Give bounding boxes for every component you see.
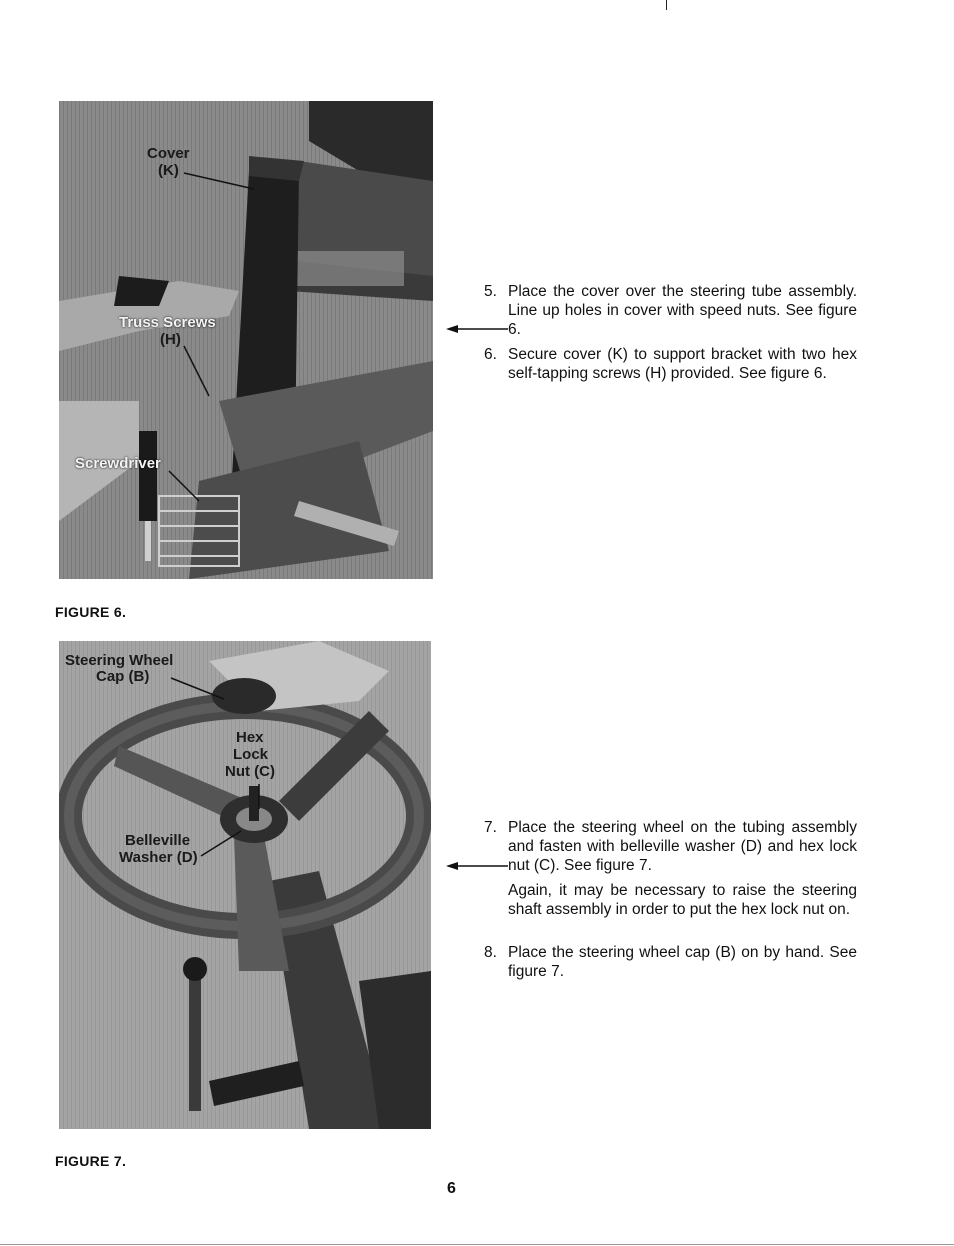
- step-number: 5.: [484, 283, 497, 300]
- step-text: Secure cover (K) to support bracket with two hex self-tapping screws (H) provided. See figure 6.: [508, 346, 857, 382]
- step-7-note: [484, 881, 857, 919]
- step-number: 6.: [484, 346, 497, 363]
- figure-6-illustration: [59, 101, 433, 579]
- step-5: [484, 282, 857, 339]
- label-truss-screws: Truss Screws: [119, 314, 216, 331]
- step-number: 7.: [484, 819, 497, 836]
- step-text: Place the steering wheel on the tubing assembly and fasten with belleville washer (D) and hex lock nut (C). See figure 7.: [508, 819, 857, 874]
- bottom-edge-rule: [0, 1244, 954, 1245]
- step-text: Place the steering wheel cap (B) on by hand. See figure 7.: [508, 944, 857, 980]
- step-8: [484, 943, 857, 981]
- figure-6-photo: [59, 101, 433, 579]
- figure-7-illustration: [59, 641, 431, 1129]
- margin-arrow-left-icon: [446, 860, 508, 872]
- label-cover: Cover: [147, 145, 190, 162]
- label-cap-b: Cap (B): [96, 668, 150, 685]
- label-cover-k: (K): [158, 162, 179, 179]
- figure-7-caption: FIGURE 7.: [55, 1153, 127, 1169]
- page-number: 6: [447, 1180, 456, 1197]
- figure-6-caption: FIGURE 6.: [55, 604, 127, 620]
- step-text: Again, it may be necessary to raise the steering shaft assembly in order to put the hex lock nut on.: [508, 882, 857, 918]
- label-belleville: Belleville: [125, 832, 191, 849]
- label-screwdriver: Screwdriver: [75, 455, 161, 472]
- label-h: (H): [160, 331, 181, 348]
- label-nut-c: Nut (C): [225, 763, 275, 780]
- margin-arrow-left-icon: [446, 323, 508, 335]
- label-lock: Lock: [233, 746, 269, 763]
- figure-7-photo: [59, 641, 431, 1129]
- top-edge-mark: [666, 0, 667, 10]
- step-7: [484, 818, 857, 875]
- step-number: 8.: [484, 944, 497, 961]
- label-steering-wheel: Steering Wheel: [65, 652, 174, 669]
- label-washer-d: Washer (D): [119, 849, 198, 866]
- step-text: Place the cover over the steering tube assembly. Line up holes in cover with speed nuts. See figure 6.: [508, 283, 857, 338]
- label-hex: Hex: [236, 729, 264, 746]
- step-6: [484, 345, 857, 383]
